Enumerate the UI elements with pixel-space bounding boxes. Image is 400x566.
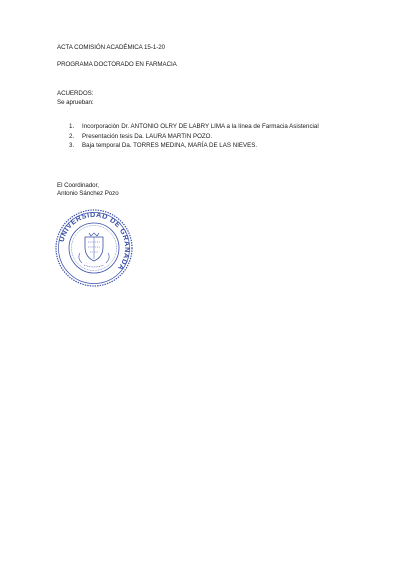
list-item <box>57 141 319 151</box>
acta-title: ACTA COMISIÓN ACADÉMICA 15-1-20 <box>57 44 166 51</box>
item-number: 1. <box>69 123 75 130</box>
item-text: Baja temporal Da. TORRES MEDINA, MARÍA DE LAS NIEVES. <box>82 142 258 150</box>
university-seal <box>54 208 134 288</box>
item-number: 2. <box>69 132 75 140</box>
item-number: 3. <box>69 142 75 150</box>
item-text: Incorporación Dr. ANTONIO OLRY DE LABRY LIMA a la línea de Farmacia Asistencial <box>82 123 319 130</box>
list-item <box>57 122 319 132</box>
program-title: PROGRAMA DOCTORADO EN FARMACIA <box>57 61 177 68</box>
coordinator-name: Antonio Sánchez Pozo <box>57 190 119 197</box>
list-item <box>57 132 319 142</box>
approval-intro: Se aprueban: <box>57 99 94 106</box>
acuerdos-heading: ACUERDOS: <box>57 90 94 97</box>
item-text: Presentación tesis Da. LAURA MARTIN POZO. <box>82 132 213 140</box>
svg-text:UNIVERSIDAD DE GRANADA <box>57 210 132 273</box>
coordinator-role: El Coordinador, <box>57 182 99 189</box>
agreements-list <box>57 122 319 151</box>
seal-text: UNIVERSIDAD DE GRANADA <box>56 209 133 273</box>
